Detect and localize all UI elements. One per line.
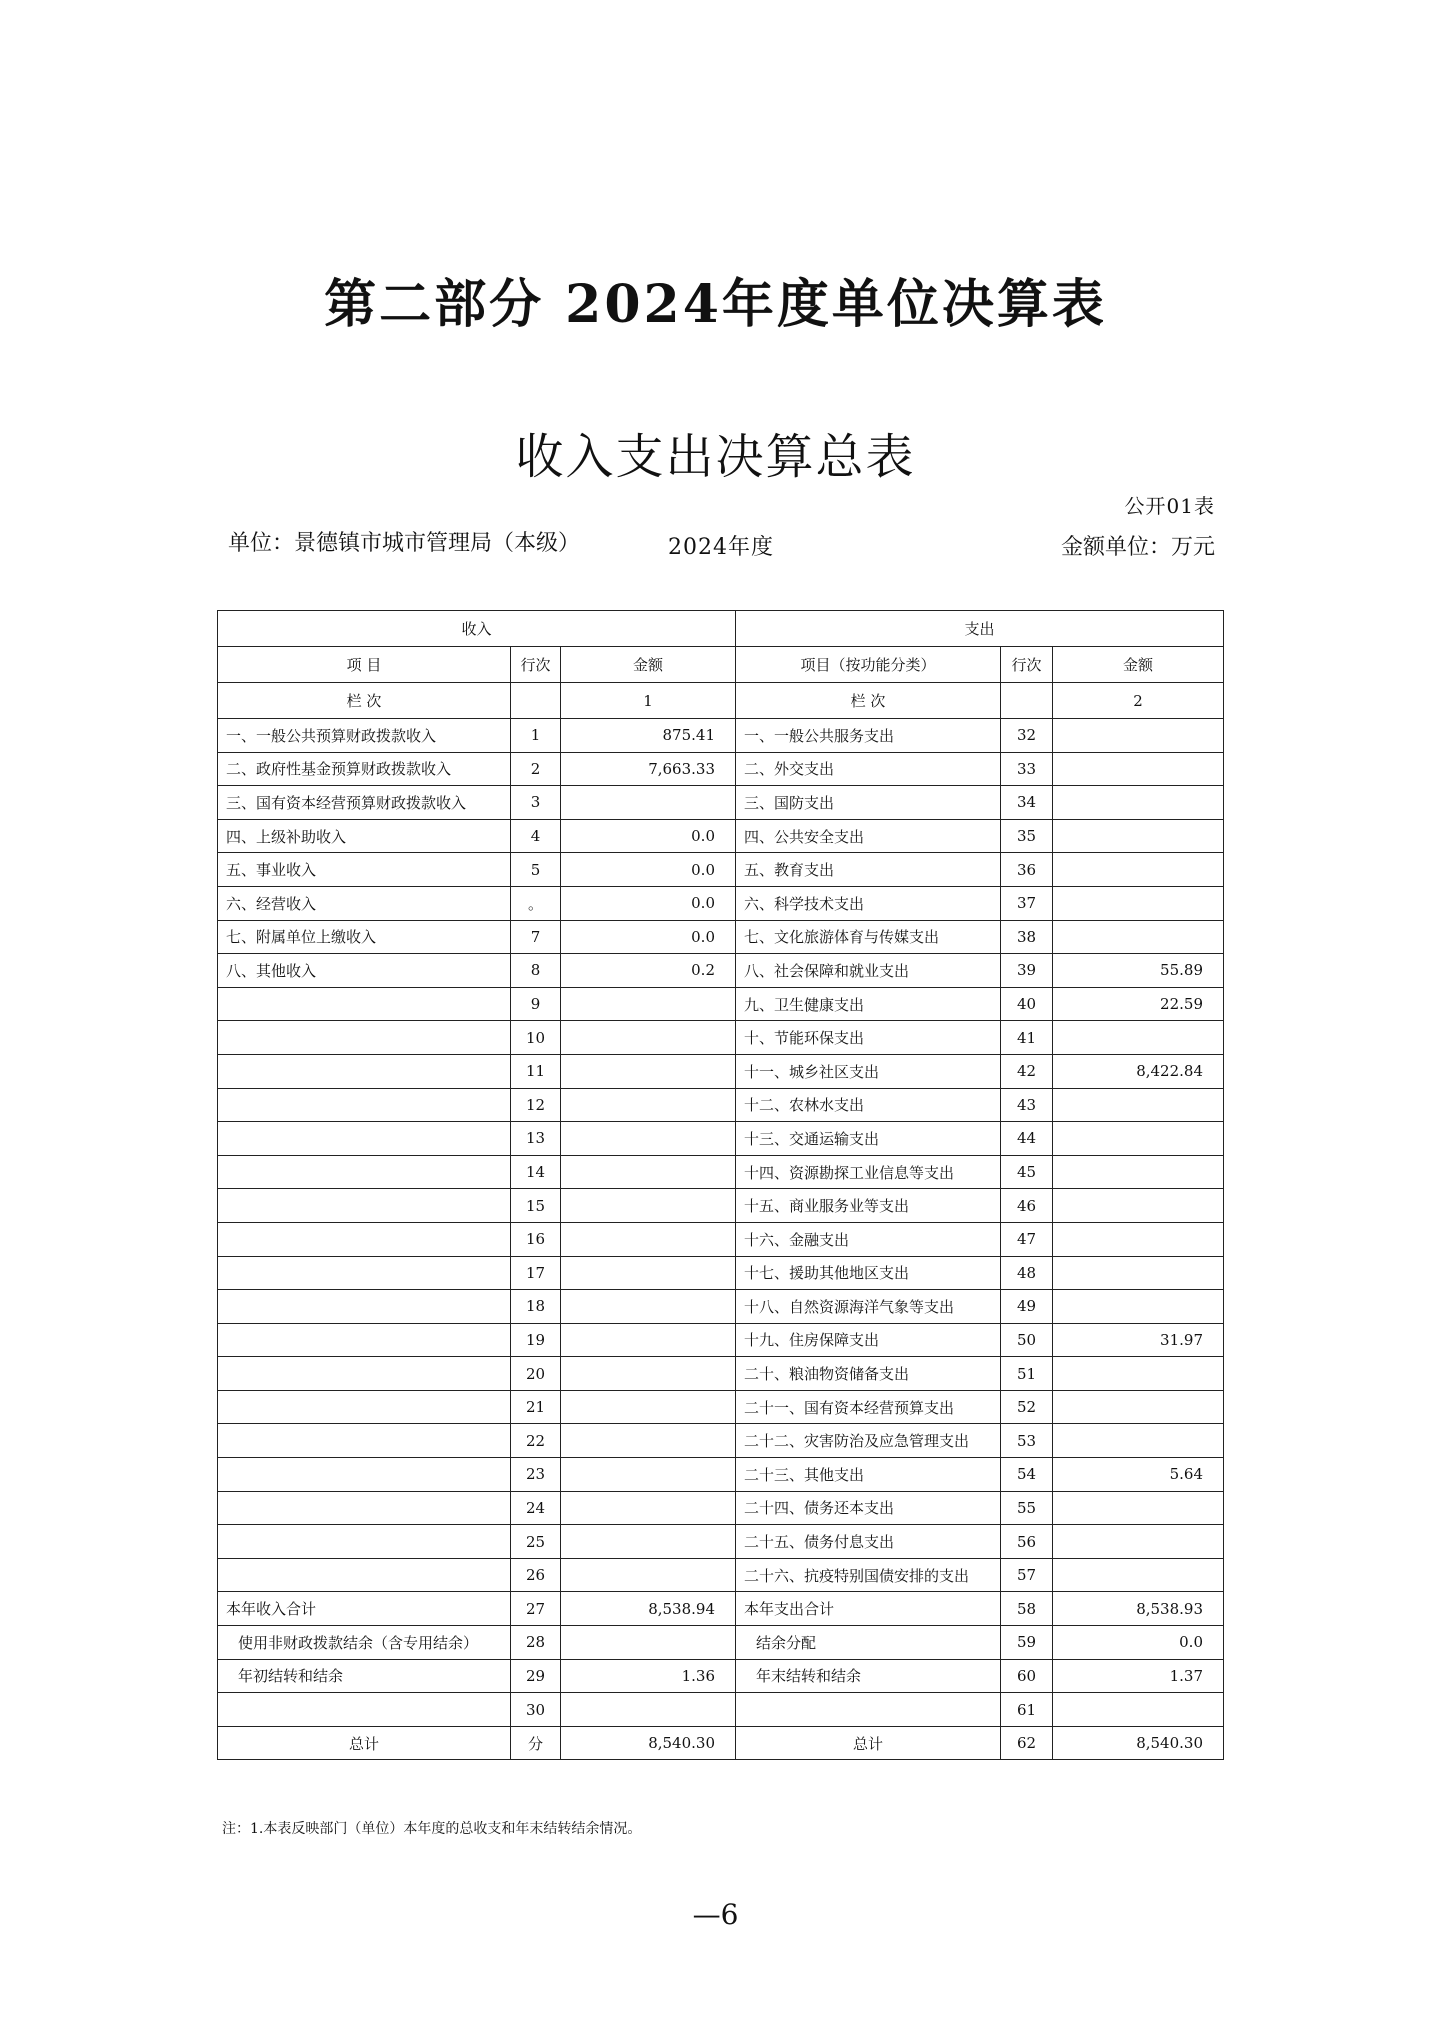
expense-amount-cell: 31.97 — [1053, 1323, 1224, 1357]
income-item-cell — [218, 1357, 511, 1391]
expense-amount-cell — [1053, 886, 1224, 920]
expense-row-no-cell: 39 — [1001, 954, 1053, 988]
income-amount-cell — [561, 1323, 736, 1357]
income-row-no-cell: 12 — [511, 1088, 561, 1122]
income-item-cell — [218, 1458, 511, 1492]
income-amount-cell — [561, 1357, 736, 1391]
income-amount-cell: 0.0 — [561, 819, 736, 853]
income-row-no-cell: 5 — [511, 853, 561, 887]
expense-amount-cell — [1053, 1558, 1224, 1592]
expense-item-cell: 十八、自然资源海洋气象等支出 — [736, 1290, 1001, 1324]
expense-amount-cell — [1053, 1256, 1224, 1290]
income-item-header: 项 目 — [218, 647, 511, 683]
income-item-cell — [218, 1189, 511, 1223]
expense-amount-cell — [1053, 719, 1224, 753]
page-number: —6 — [692, 1898, 739, 1931]
income-item-cell — [218, 1122, 511, 1156]
income-row-no-cell: 8 — [511, 954, 561, 988]
income-row-no-cell: 18 — [511, 1290, 561, 1324]
table-row — [218, 886, 1224, 920]
expense-item-cell — [736, 1693, 1001, 1727]
expense-row-no-header: 行次 — [1001, 647, 1053, 683]
expense-amount-cell — [1053, 1189, 1224, 1223]
expense-row-no-cell: 48 — [1001, 1256, 1053, 1290]
income-row-no-cell: 27 — [511, 1592, 561, 1626]
table-row — [218, 1054, 1224, 1088]
expense-item-cell: 十一、城乡社区支出 — [736, 1054, 1001, 1088]
income-row-no-cell: 10 — [511, 1021, 561, 1055]
expense-row-no-cell: 38 — [1001, 920, 1053, 954]
income-item-cell: 总计 — [218, 1726, 511, 1760]
expense-amount-cell: 8,422.84 — [1053, 1054, 1224, 1088]
table-row — [218, 1458, 1224, 1492]
table-row — [218, 1088, 1224, 1122]
expense-item-cell: 二十四、债务还本支出 — [736, 1491, 1001, 1525]
expense-item-cell: 五、教育支出 — [736, 853, 1001, 887]
expense-amount-cell — [1053, 1357, 1224, 1391]
income-amount-cell: 0.2 — [561, 954, 736, 988]
table-row — [218, 1424, 1224, 1458]
form-number: 公开01表 — [1124, 494, 1215, 518]
income-row-no-cell: 28 — [511, 1626, 561, 1660]
table-row — [218, 719, 1224, 753]
expense-amount-cell — [1053, 1222, 1224, 1256]
income-item-cell — [218, 1021, 511, 1055]
income-item-cell: 五、事业收入 — [218, 853, 511, 887]
income-item-cell — [218, 1054, 511, 1088]
income-item-cell — [218, 1693, 511, 1727]
income-amount-cell: 7,663.33 — [561, 752, 736, 786]
expense-row-no-cell: 42 — [1001, 1054, 1053, 1088]
expense-row-no-cell: 60 — [1001, 1659, 1053, 1693]
expense-item-cell: 十九、住房保障支出 — [736, 1323, 1001, 1357]
table-title: 收入支出决算总表 — [515, 429, 916, 485]
expense-item-cell: 本年支出合计 — [736, 1592, 1001, 1626]
income-column-number: 1 — [561, 683, 736, 719]
table-row — [218, 1189, 1224, 1223]
income-row-no-cell: 7 — [511, 920, 561, 954]
expense-item-cell: 八、社会保障和就业支出 — [736, 954, 1001, 988]
expense-row-no-cell: 43 — [1001, 1088, 1053, 1122]
expense-item-cell: 二十二、灾害防治及应急管理支出 — [736, 1424, 1001, 1458]
income-amount-cell — [561, 1558, 736, 1592]
income-amount-cell — [561, 1693, 736, 1727]
expense-column-label: 栏 次 — [736, 683, 1001, 719]
income-amount-cell — [561, 1491, 736, 1525]
expense-amount-cell — [1053, 1122, 1224, 1156]
table-row — [218, 1626, 1224, 1660]
expense-row-no-cell: 53 — [1001, 1424, 1053, 1458]
table-row — [218, 987, 1224, 1021]
income-column-label: 栏 次 — [218, 683, 511, 719]
expense-amount-cell — [1053, 1693, 1224, 1727]
table-row — [218, 752, 1224, 786]
expense-amount-header: 金额 — [1053, 647, 1224, 683]
expense-row-no-cell: 32 — [1001, 719, 1053, 753]
table-row — [218, 1659, 1224, 1693]
income-item-cell: 年初结转和结余 — [218, 1659, 511, 1693]
income-row-no-cell: 30 — [511, 1693, 561, 1727]
expense-row-no-cell: 61 — [1001, 1693, 1053, 1727]
expense-row-no-cell: 37 — [1001, 886, 1053, 920]
income-row-no-cell: 24 — [511, 1491, 561, 1525]
income-amount-cell — [561, 1290, 736, 1324]
expense-row-no-cell: 49 — [1001, 1290, 1053, 1324]
expense-item-cell: 十三、交通运输支出 — [736, 1122, 1001, 1156]
table-row — [218, 1155, 1224, 1189]
expense-amount-cell: 55.89 — [1053, 954, 1224, 988]
income-row-no-cell: 23 — [511, 1458, 561, 1492]
income-amount-header: 金额 — [561, 647, 736, 683]
expense-amount-cell — [1053, 1491, 1224, 1525]
income-item-cell — [218, 1390, 511, 1424]
income-row-no-cell: 19 — [511, 1323, 561, 1357]
table-row — [218, 1290, 1224, 1324]
expense-amount-cell — [1053, 1290, 1224, 1324]
expense-row-no-cell: 46 — [1001, 1189, 1053, 1223]
expense-item-cell: 二十五、债务付息支出 — [736, 1525, 1001, 1559]
expense-amount-cell: 22.59 — [1053, 987, 1224, 1021]
table-row — [218, 1222, 1224, 1256]
expense-item-cell: 二十、粮油物资储备支出 — [736, 1357, 1001, 1391]
income-item-cell — [218, 1256, 511, 1290]
column-number-row — [218, 683, 1224, 719]
income-amount-cell — [561, 1155, 736, 1189]
income-row-no-cell: 22 — [511, 1424, 561, 1458]
income-row-no-cell: 25 — [511, 1525, 561, 1559]
expense-column-blank — [1001, 683, 1053, 719]
income-row-no-cell: 4 — [511, 819, 561, 853]
income-amount-cell: 1.36 — [561, 1659, 736, 1693]
income-amount-cell — [561, 1054, 736, 1088]
expense-item-cell: 九、卫生健康支出 — [736, 987, 1001, 1021]
income-amount-cell — [561, 1256, 736, 1290]
expense-amount-cell: 8,538.93 — [1053, 1592, 1224, 1626]
income-item-cell — [218, 1290, 511, 1324]
table-row — [218, 1122, 1224, 1156]
expense-item-cell: 十四、资源勘探工业信息等支出 — [736, 1155, 1001, 1189]
table-header-row — [218, 611, 1224, 647]
table-row — [218, 1693, 1224, 1727]
expense-row-no-cell: 59 — [1001, 1626, 1053, 1660]
income-amount-cell: 0.0 — [561, 920, 736, 954]
income-amount-cell — [561, 1189, 736, 1223]
income-amount-cell — [561, 1222, 736, 1256]
part-title: 第二部分 2024年度单位决算表 — [324, 274, 1107, 335]
expense-amount-cell — [1053, 1088, 1224, 1122]
table-row — [218, 1592, 1224, 1626]
expense-amount-cell — [1053, 1155, 1224, 1189]
expense-amount-cell — [1053, 819, 1224, 853]
expense-amount-cell — [1053, 853, 1224, 887]
table-row — [218, 853, 1224, 887]
income-item-cell — [218, 1491, 511, 1525]
expense-amount-cell: 5.64 — [1053, 1458, 1224, 1492]
table-row — [218, 1357, 1224, 1391]
expense-item-cell: 年末结转和结余 — [736, 1659, 1001, 1693]
income-item-cell — [218, 1525, 511, 1559]
income-row-no-header: 行次 — [511, 647, 561, 683]
income-column-blank — [511, 683, 561, 719]
income-item-cell — [218, 1424, 511, 1458]
income-row-no-cell: 11 — [511, 1054, 561, 1088]
table-row — [218, 920, 1224, 954]
expense-item-cell: 总计 — [736, 1726, 1001, 1760]
table-row — [218, 1256, 1224, 1290]
income-item-cell: 四、上级补助收入 — [218, 819, 511, 853]
expense-item-cell: 六、科学技术支出 — [736, 886, 1001, 920]
income-item-cell: 使用非财政拨款结余（含专用结余） — [218, 1626, 511, 1660]
income-item-cell: 本年收入合计 — [218, 1592, 511, 1626]
income-item-cell — [218, 1222, 511, 1256]
table-row — [218, 1491, 1224, 1525]
expense-row-no-cell: 44 — [1001, 1122, 1053, 1156]
expense-row-no-cell: 52 — [1001, 1390, 1053, 1424]
table-row — [218, 1021, 1224, 1055]
income-row-no-cell: 1 — [511, 719, 561, 753]
expense-row-no-cell: 54 — [1001, 1458, 1053, 1492]
table-row — [218, 819, 1224, 853]
income-amount-cell — [561, 1458, 736, 1492]
income-item-cell — [218, 1558, 511, 1592]
table-note: 注：1.本表反映部门（单位）本年度的总收支和年末结转结余情况。 — [222, 1821, 642, 1837]
table-row — [218, 1726, 1224, 1760]
income-row-no-cell: 13 — [511, 1122, 561, 1156]
table-row — [218, 786, 1224, 820]
expense-item-cell: 二十六、抗疫特别国债安排的支出 — [736, 1558, 1001, 1592]
income-amount-cell: 875.41 — [561, 719, 736, 753]
expense-item-cell: 二十三、其他支出 — [736, 1458, 1001, 1492]
income-amount-cell — [561, 1626, 736, 1660]
income-amount-cell: 0.0 — [561, 853, 736, 887]
income-item-cell — [218, 987, 511, 1021]
unit-name: 单位：景德镇市城市管理局（本级） — [228, 531, 581, 556]
income-amount-cell — [561, 987, 736, 1021]
income-row-no-cell: 20 — [511, 1357, 561, 1391]
table-row — [218, 1323, 1224, 1357]
expense-amount-cell — [1053, 1424, 1224, 1458]
expense-item-cell: 四、公共安全支出 — [736, 819, 1001, 853]
expense-item-cell: 十七、援助其他地区支出 — [736, 1256, 1001, 1290]
income-amount-cell — [561, 786, 736, 820]
expense-item-cell: 七、文化旅游体育与传媒支出 — [736, 920, 1001, 954]
expense-amount-cell: 1.37 — [1053, 1659, 1224, 1693]
expense-item-header: 项目（按功能分类） — [736, 647, 1001, 683]
expense-row-no-cell: 62 — [1001, 1726, 1053, 1760]
table-row — [218, 954, 1224, 988]
expense-row-no-cell: 41 — [1001, 1021, 1053, 1055]
income-amount-cell: 8,538.94 — [561, 1592, 736, 1626]
table-row — [218, 1558, 1224, 1592]
income-amount-cell: 8,540.30 — [561, 1726, 736, 1760]
income-item-cell: 八、其他收入 — [218, 954, 511, 988]
expense-row-no-cell: 55 — [1001, 1491, 1053, 1525]
income-expense-table — [217, 610, 1224, 1760]
expense-item-cell: 十二、农林水支出 — [736, 1088, 1001, 1122]
expense-amount-cell — [1053, 752, 1224, 786]
income-item-cell: 三、国有资本经营预算财政拨款收入 — [218, 786, 511, 820]
income-amount-cell — [561, 1390, 736, 1424]
expense-item-cell: 十六、金融支出 — [736, 1222, 1001, 1256]
income-amount-cell — [561, 1021, 736, 1055]
expense-header: 支出 — [736, 611, 1224, 647]
income-amount-cell — [561, 1088, 736, 1122]
income-row-no-cell: 。 — [511, 886, 561, 920]
expense-amount-cell: 8,540.30 — [1053, 1726, 1224, 1760]
expense-row-no-cell: 45 — [1001, 1155, 1053, 1189]
expense-row-no-cell: 40 — [1001, 987, 1053, 1021]
table-row — [218, 1390, 1224, 1424]
income-row-no-cell: 9 — [511, 987, 561, 1021]
income-item-cell: 六、经营收入 — [218, 886, 511, 920]
income-item-cell: 一、一般公共预算财政拨款收入 — [218, 719, 511, 753]
expense-item-cell: 二、外交支出 — [736, 752, 1001, 786]
income-row-no-cell: 2 — [511, 752, 561, 786]
expense-item-cell: 结余分配 — [736, 1626, 1001, 1660]
amount-unit: 金额单位：万元 — [1060, 535, 1215, 560]
expense-amount-cell — [1053, 1525, 1224, 1559]
income-item-cell: 七、附属单位上缴收入 — [218, 920, 511, 954]
expense-item-cell: 二十一、国有资本经营预算支出 — [736, 1390, 1001, 1424]
income-item-cell — [218, 1155, 511, 1189]
income-row-no-cell: 21 — [511, 1390, 561, 1424]
income-header: 收入 — [218, 611, 736, 647]
income-amount-cell — [561, 1122, 736, 1156]
table-row — [218, 1525, 1224, 1559]
income-row-no-cell: 15 — [511, 1189, 561, 1223]
expense-row-no-cell: 50 — [1001, 1323, 1053, 1357]
income-row-no-cell: 16 — [511, 1222, 561, 1256]
income-amount-cell — [561, 1525, 736, 1559]
income-row-no-cell: 分 — [511, 1726, 561, 1760]
income-row-no-cell: 26 — [511, 1558, 561, 1592]
expense-row-no-cell: 47 — [1001, 1222, 1053, 1256]
expense-item-cell: 三、国防支出 — [736, 786, 1001, 820]
expense-row-no-cell: 34 — [1001, 786, 1053, 820]
expense-row-no-cell: 51 — [1001, 1357, 1053, 1391]
expense-amount-cell — [1053, 1021, 1224, 1055]
income-item-cell: 二、政府性基金预算财政拨款收入 — [218, 752, 511, 786]
expense-item-cell: 十五、商业服务业等支出 — [736, 1189, 1001, 1223]
expense-amount-cell — [1053, 1390, 1224, 1424]
expense-item-cell: 十、节能环保支出 — [736, 1021, 1001, 1055]
expense-row-no-cell: 35 — [1001, 819, 1053, 853]
expense-row-no-cell: 58 — [1001, 1592, 1053, 1626]
income-row-no-cell: 14 — [511, 1155, 561, 1189]
income-item-cell — [218, 1088, 511, 1122]
expense-item-cell: 一、一般公共服务支出 — [736, 719, 1001, 753]
column-header-row — [218, 647, 1224, 683]
income-item-cell — [218, 1323, 511, 1357]
income-amount-cell: 0.0 — [561, 886, 736, 920]
expense-amount-cell: 0.0 — [1053, 1626, 1224, 1660]
expense-row-no-cell: 56 — [1001, 1525, 1053, 1559]
income-amount-cell — [561, 1424, 736, 1458]
income-row-no-cell: 3 — [511, 786, 561, 820]
expense-row-no-cell: 57 — [1001, 1558, 1053, 1592]
expense-row-no-cell: 36 — [1001, 853, 1053, 887]
expense-column-number: 2 — [1053, 683, 1224, 719]
income-row-no-cell: 29 — [511, 1659, 561, 1693]
fiscal-year: 2024年度 — [668, 535, 774, 560]
income-row-no-cell: 17 — [511, 1256, 561, 1290]
expense-amount-cell — [1053, 920, 1224, 954]
expense-amount-cell — [1053, 786, 1224, 820]
expense-row-no-cell: 33 — [1001, 752, 1053, 786]
